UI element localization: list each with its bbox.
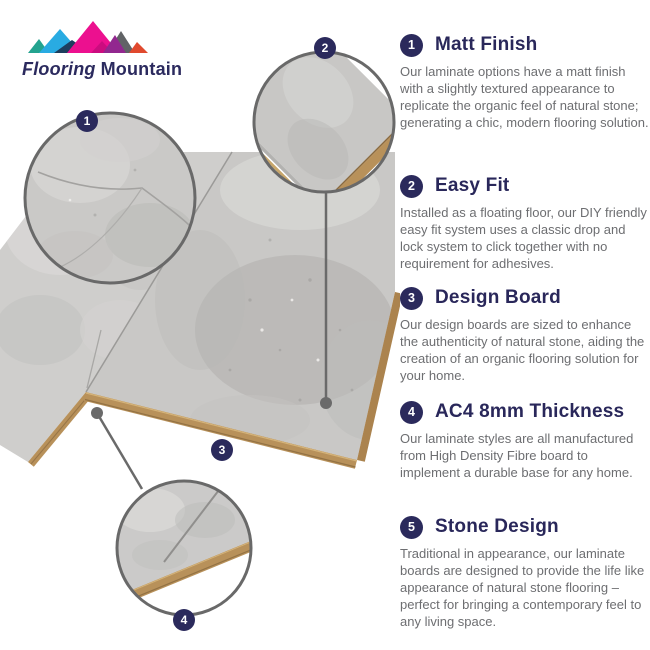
feature-matt-finish bbox=[400, 33, 650, 132]
feature-description: Installed as a floating floor, our DIY friendly easy fit system uses a classic drop and lock system to click together with no requirement for adhesives. bbox=[400, 205, 647, 271]
feature-number-badge: 5 bbox=[400, 516, 423, 539]
connector-line-4 bbox=[97, 413, 142, 489]
feature-number-badge: 2 bbox=[400, 175, 423, 198]
zoom-circle-4 bbox=[112, 470, 258, 615]
feature-description: Traditional in appearance, our laminate boards are designed to provide the life like appearance of natural stone flooring – perfect for bringing a contemporary feel to any living space. bbox=[400, 546, 645, 629]
feature-description: Our design boards are sized to enhance the authenticity of natural stone, aiding the creation of an organic flooring solution for your home. bbox=[400, 317, 645, 383]
feature-number-badge: 1 bbox=[400, 34, 423, 57]
feature-stone-design bbox=[400, 515, 650, 631]
zoom-circle-1 bbox=[25, 113, 195, 283]
feature-thickness bbox=[400, 400, 650, 482]
callout-badge-3: 3 bbox=[211, 439, 233, 461]
feature-number-badge: 3 bbox=[400, 287, 423, 310]
feature-easy-fit bbox=[400, 174, 650, 273]
feature-description: Our laminate styles are all manufactured from High Density Fibre board to implement a durable base for any home. bbox=[400, 431, 634, 480]
callout-badge-4: 4 bbox=[173, 609, 195, 631]
feature-list bbox=[400, 0, 650, 650]
feature-number-badge: 4 bbox=[400, 401, 423, 424]
callout-badge-2: 2 bbox=[314, 37, 336, 59]
brand-name-first: Flooring bbox=[22, 59, 96, 79]
connector-dot-4 bbox=[91, 407, 103, 419]
connector-dot-2 bbox=[320, 397, 332, 409]
feature-title: Matt Finish bbox=[435, 34, 538, 55]
feature-title: Stone Design bbox=[435, 516, 559, 537]
feature-title: Easy Fit bbox=[435, 175, 510, 196]
brand-name-second: Mountain bbox=[100, 59, 183, 79]
feature-description: Our laminate options have a matt finish with a slightly textured appearance to replicate the organic feel of natural stone; generating a chic, modern flooring solution. bbox=[400, 64, 649, 130]
feature-design-board bbox=[400, 286, 650, 385]
callout-badge-1: 1 bbox=[76, 110, 98, 132]
feature-title: Design Board bbox=[435, 287, 561, 308]
feature-title: AC4 8mm Thickness bbox=[435, 401, 625, 422]
